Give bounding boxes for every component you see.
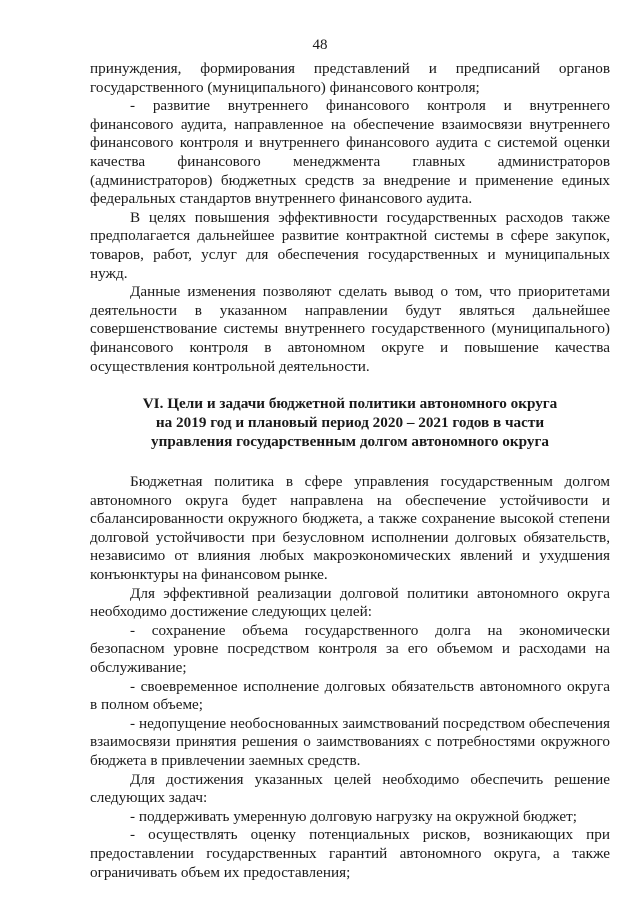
- section-heading: [90, 394, 610, 451]
- page-number: 48: [312, 37, 328, 53]
- paragraph: Для достижения указанных целей необходимо обеспечить решение следующих задач:: [90, 770, 610, 807]
- paragraph: Данные изменения позволяют сделать вывод о том, что приоритетами деятельности в указанном направлении будут являться дальнейшее совершенствование системы внутреннего государственного (муниципального) финансового контроля в автономном округе и повышение качества осуществления контрольной деятельности.: [90, 283, 610, 375]
- list-item: - сохранение объема государственного долга на экономически безопасном уровне посредством контроля за его объемом и расходами на обслуживание;: [90, 621, 610, 677]
- section-heading-line: управления государственным долгом автономного округа: [151, 433, 549, 451]
- section-heading-line: VI. Цели и задачи бюджетной политики автономного округа: [142, 395, 558, 413]
- paragraph: Бюджетная политика в сфере управления государственным долгом автономного округа будет направлена на обеспечение устойчивости и сбалансированности окружного бюджета, а также сохранение высокой степени долговой устойчивости при безусловном исполнении долговых обязательств, независимо от влияния любых макроэкономических явлений и ухудшения конъюнктуры на финансовом рынке.: [90, 473, 610, 584]
- list-item: - поддерживать умеренную долговую нагрузку на окружной бюджет;: [130, 807, 577, 825]
- list-item: - своевременное исполнение долговых обязательств автономного округа в полном объеме;: [90, 677, 610, 714]
- list-item: - развитие внутреннего финансового контроля и внутреннего финансового аудита, направленное на обеспечение взаимосвязи внутреннего финансового контроля и внутреннего финансового аудита с системой оценки качества финансового менеджмента главных администраторов (администраторов) бюджетных средств за внедрение и применение единых федеральных стандартов внутреннего финансового аудита.: [90, 97, 610, 208]
- section-heading-line: на 2019 год и плановый период 2020 – 2021 годов в части: [155, 414, 545, 432]
- list-item: - недопущение необоснованных заимствований посредством обеспечения взаимосвязи принятия решения о заимствованиях с потребностями окружного бюджета в привлечении заемных средств.: [90, 714, 610, 769]
- paragraph: Для эффективной реализации долговой политики автономного округа необходимо достижение следующих целей:: [90, 584, 610, 621]
- document-body: [90, 60, 610, 882]
- list-item: - осуществлять оценку потенциальных рисков, возникающих при предоставлении государственных гарантий автономного округа, а также ограничивать объем их предоставления;: [90, 826, 610, 881]
- paragraph: принуждения, формирования представлений и предписаний органов государственного (муниципального) финансового контроля;: [90, 60, 610, 96]
- paragraph: В целях повышения эффективности государственных расходов также предполагается дальнейшее развитие контрактной системы в сфере закупок, товаров, работ, услуг для обеспечения государственных и муниципальных нужд.: [90, 208, 610, 282]
